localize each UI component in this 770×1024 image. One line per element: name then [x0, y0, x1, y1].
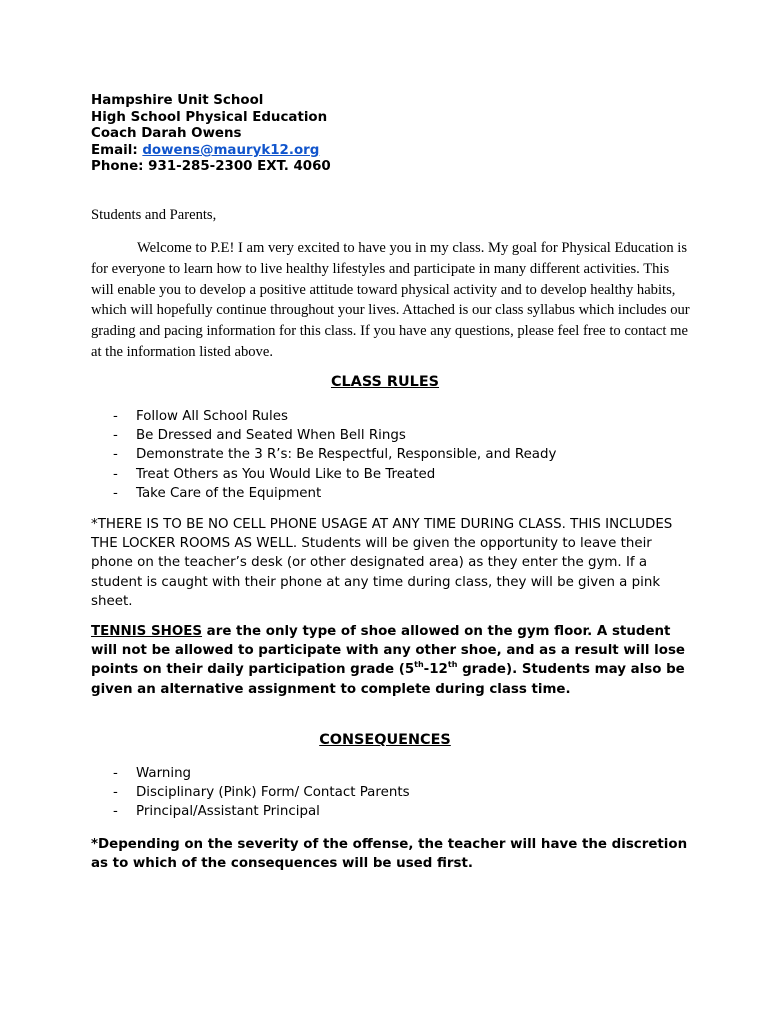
- bullet-dash: -: [113, 409, 118, 424]
- email-link[interactable]: dowens@mauryk12.org: [142, 142, 320, 158]
- bullet-dash: -: [113, 428, 118, 444]
- email-line: [91, 143, 331, 160]
- list-item: - Take Care of the Equipment: [91, 484, 556, 503]
- department-name: High School Physical Education: [91, 109, 328, 125]
- bullet-dash: -: [113, 804, 118, 820]
- phone-line: Phone: 931-285-2300 EXT. 4060: [91, 159, 331, 175]
- letter-header: [91, 93, 331, 176]
- consequences-heading: CONSEQUENCES: [319, 732, 451, 748]
- bullet-dash: -: [113, 466, 118, 482]
- bullet-dash: -: [113, 447, 118, 463]
- bullet-dash: -: [113, 485, 118, 501]
- consequences-list: [91, 764, 410, 822]
- list-item: - Treat Others as You Would Like to Be Treated: [91, 465, 556, 484]
- phone-policy-paragraph: *THERE IS TO BE NO CELL PHONE USAGE AT ANY TIME DURING CLASS. THIS INCLUDES THE LOCKER ROOMS AS WELL. Students will be given the opportunity to leave their phone on the teacher’s desk (or other designated area) as they enter the gym. If a student is caught with their phone at any time during class, they will be given a pink sheet.: [91, 517, 673, 609]
- list-item: - Disciplinary (Pink) Form/ Contact Parents: [91, 783, 410, 802]
- greeting: Students and Parents,: [91, 207, 217, 223]
- list-item: - Be Dressed and Seated When Bell Rings: [91, 426, 556, 445]
- list-item: - Principal/Assistant Principal: [91, 802, 410, 821]
- severity-note: *Depending on the severity of the offense, the teacher will have the discretion as to which of the consequences will be used first.: [91, 837, 688, 872]
- school-name: Hampshire Unit School: [91, 93, 264, 108]
- coach-name: Coach Darah Owens: [91, 126, 242, 142]
- tennis-shoes-paragraph: TENNIS SHOES are the only type of shoe allowed on the gym floor. A student will not be allowed to participate with any other shoe, and as a result will lose points on their daily participation grade (5th-12th grade). Students may also be given an alternative assignment to complete during class time.: [91, 624, 686, 697]
- list-item: - Follow All School Rules: [91, 407, 556, 426]
- tennis-shoes-lead: TENNIS SHOES: [91, 624, 203, 639]
- list-item: - Warning: [91, 764, 410, 783]
- intro-paragraph: [91, 238, 691, 363]
- class-rules-heading: CLASS RULES: [330, 374, 440, 390]
- bullet-dash: -: [113, 766, 118, 781]
- email-label: Email:: [91, 142, 138, 158]
- class-rules-list: [91, 407, 556, 503]
- list-item: - Demonstrate the 3 R’s: Be Respectful, Responsible, and Ready: [91, 445, 556, 464]
- intro-text: Welcome to P.E! I am very excited to have you in my class. My goal for Physical Education is for everyone to learn how to live healthy lifestyles and participate in many different activities. This will enable you to develop a positive attitude toward physical activity and to develop healthy habits, which will hopefully continue throughout your lives. Attached is our class syllabus which includes our grading and pacing information for this class. If you have any questions, please feel free to contact me at the information listed above.: [91, 240, 690, 360]
- bullet-dash: -: [113, 785, 118, 801]
